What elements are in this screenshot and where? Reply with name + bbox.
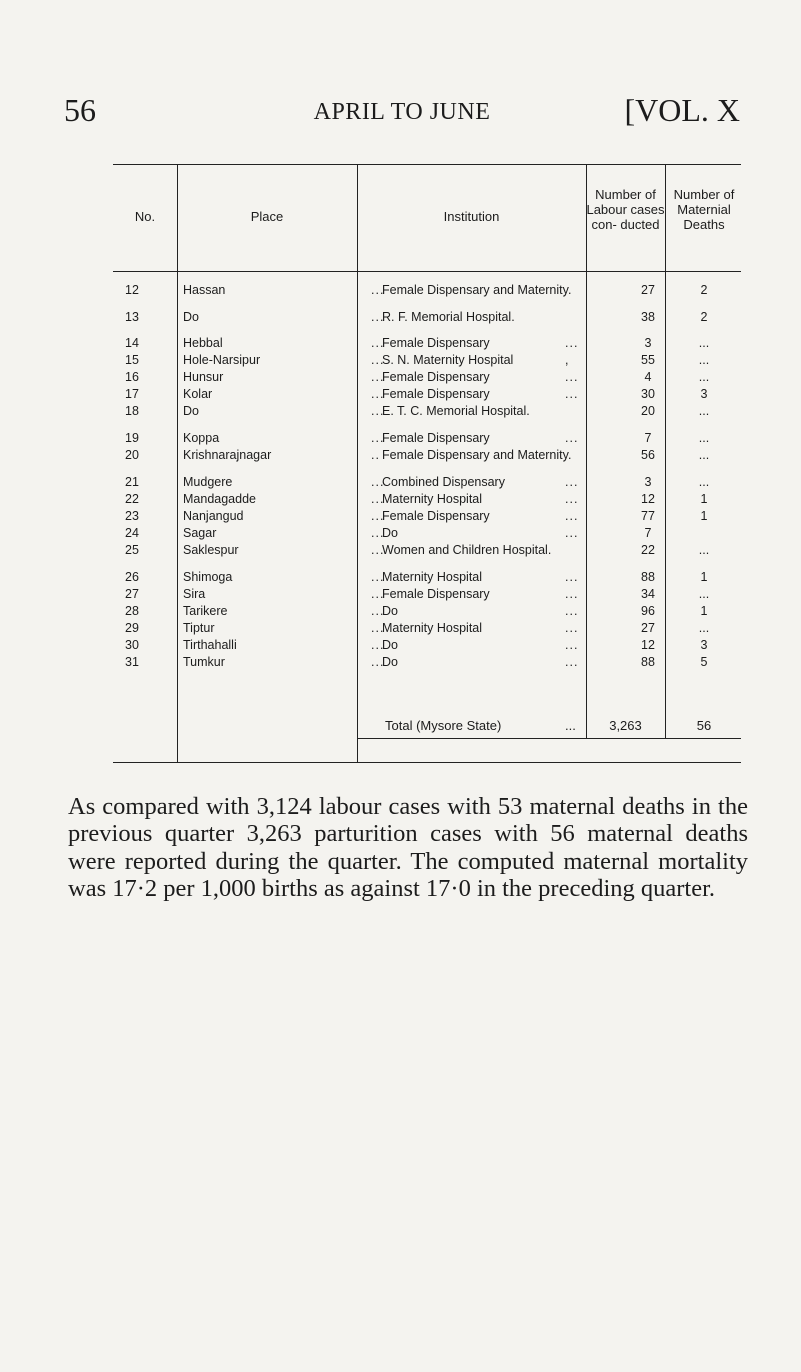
row-number: 22 xyxy=(125,492,139,506)
row-number: 18 xyxy=(125,404,139,418)
col-header-institution: Institution xyxy=(443,209,500,224)
row-number: 26 xyxy=(125,570,139,584)
row-place-dots: ... xyxy=(371,587,385,601)
row-institution: Combined Dispensary xyxy=(382,475,505,489)
row-institution: S. N. Maternity Hospital xyxy=(382,353,514,367)
row-labour-cases: 20 xyxy=(641,404,655,418)
row-number: 24 xyxy=(125,526,139,540)
row-labour-cases: 77 xyxy=(641,509,655,523)
row-labour-cases: 88 xyxy=(641,570,655,584)
total-label: Total (Mysore State) xyxy=(385,718,502,733)
col-header-deaths: Number of Maternial Deaths xyxy=(673,187,735,232)
row-place-dots: ... xyxy=(371,353,385,367)
row-number: 31 xyxy=(125,655,139,669)
row-place: Mandagadde xyxy=(183,492,256,506)
header-bottom-rule xyxy=(113,271,741,272)
row-place-dots: ... xyxy=(371,370,385,384)
row-place: Mudgere xyxy=(183,475,233,489)
row-institution-dots: ... xyxy=(565,492,579,506)
row-institution: Do xyxy=(382,638,398,652)
row-labour-cases: 27 xyxy=(641,283,655,297)
row-institution: Female Dispensary xyxy=(382,509,490,523)
row-institution: Maternity Hospital xyxy=(382,570,483,584)
summary-paragraph: As compared with 3,124 labour cases with 53 maternal deaths in the previous quarter 3,263 parturition cases with 56 maternal deaths were reported during the quarter. The computed maternal mortality was 17·2 per 1,000 births as against 17·0 in the preceding quarter. xyxy=(68,792,748,902)
row-place: Koppa xyxy=(183,431,220,445)
row-number: 13 xyxy=(125,310,139,324)
row-maternal-deaths: ... xyxy=(698,370,710,384)
row-labour-cases: 34 xyxy=(641,587,655,601)
row-maternal-deaths: ... xyxy=(698,431,710,445)
row-place-dots: ... xyxy=(371,526,385,540)
row-labour-cases: 3 xyxy=(644,336,652,350)
row-institution-dots: ... xyxy=(565,475,579,489)
row-maternal-deaths: 2 xyxy=(700,283,708,297)
row-number: 23 xyxy=(125,509,139,523)
row-place: Krishnarajnagar xyxy=(183,448,272,462)
row-place: Tiptur xyxy=(183,621,215,635)
row-institution-dots: ... xyxy=(565,587,579,601)
row-number: 12 xyxy=(125,283,139,297)
page-number: 56 xyxy=(64,92,96,128)
row-place-dots: ... xyxy=(371,570,385,584)
row-institution-dots: ... xyxy=(565,370,579,384)
row-maternal-deaths: ... xyxy=(698,404,710,418)
row-number: 19 xyxy=(125,431,139,445)
row-place-dots: ... xyxy=(371,387,385,401)
row-institution-dots: ... xyxy=(565,570,579,584)
row-place: Hebbal xyxy=(183,336,223,350)
row-labour-cases: 56 xyxy=(641,448,655,462)
row-labour-cases: 4 xyxy=(644,370,652,384)
row-labour-cases: 38 xyxy=(641,310,655,324)
col-header-no: No. xyxy=(134,209,156,224)
col-divider-place xyxy=(177,164,178,762)
row-place: Hunsur xyxy=(183,370,224,384)
row-institution: Female Dispensary xyxy=(382,336,490,350)
row-institution: Female Dispensary xyxy=(382,431,490,445)
row-institution: Do xyxy=(382,655,398,669)
row-number: 28 xyxy=(125,604,139,618)
row-labour-cases: 96 xyxy=(641,604,655,618)
row-institution-dots: ... xyxy=(565,509,579,523)
row-institution: Maternity Hospital xyxy=(382,492,483,506)
row-place-dots: ... xyxy=(371,543,385,557)
row-institution: E. T. C. Memorial Hospital. xyxy=(382,404,530,418)
col-header-place: Place xyxy=(250,209,284,224)
table-bottom-rule xyxy=(113,762,741,763)
row-labour-cases: 22 xyxy=(641,543,655,557)
row-place-dots: ... xyxy=(371,431,385,445)
row-maternal-deaths: 1 xyxy=(700,492,708,506)
row-place: Do xyxy=(183,310,199,324)
row-labour-cases: 12 xyxy=(641,638,655,652)
row-labour-cases: 30 xyxy=(641,387,655,401)
row-number: 15 xyxy=(125,353,139,367)
row-institution-dots: ... xyxy=(565,604,579,618)
row-maternal-deaths: ... xyxy=(698,543,710,557)
row-place-dots: ... xyxy=(371,509,385,523)
total-dots: ... xyxy=(565,718,576,733)
row-place: Tumkur xyxy=(183,655,225,669)
row-place: Tirthahalli xyxy=(183,638,237,652)
row-place: Saklespur xyxy=(183,543,239,557)
col-divider-institution xyxy=(357,164,358,762)
row-place-dots: ... xyxy=(371,404,385,418)
row-place-dots: ... xyxy=(371,638,385,652)
row-institution-dots: ... xyxy=(565,638,579,652)
row-number: 30 xyxy=(125,638,139,652)
row-institution: Female Dispensary xyxy=(382,370,490,384)
row-place-dots: ... xyxy=(371,283,385,297)
row-place-dots: ... xyxy=(371,310,385,324)
row-place-dots: ... xyxy=(371,621,385,635)
row-institution-dots: ... xyxy=(565,431,579,445)
row-place: Sira xyxy=(183,587,206,601)
row-maternal-deaths: ... xyxy=(698,475,710,489)
row-maternal-deaths: 1 xyxy=(700,509,708,523)
row-institution-dots: ... xyxy=(565,387,579,401)
row-maternal-deaths: ... xyxy=(698,621,710,635)
row-institution: Female Dispensary xyxy=(382,587,490,601)
running-title: APRIL TO JUNE xyxy=(313,99,491,125)
row-labour-cases: 7 xyxy=(644,526,652,540)
row-number: 21 xyxy=(125,475,139,489)
row-maternal-deaths: ... xyxy=(698,587,710,601)
row-institution-dots: ... xyxy=(565,655,579,669)
row-institution: R. F. Memorial Hospital. xyxy=(382,310,515,324)
row-number: 17 xyxy=(125,387,139,401)
row-institution: Female Dispensary and Maternity. xyxy=(382,448,572,462)
row-labour-cases: 3 xyxy=(644,475,652,489)
row-number: 16 xyxy=(125,370,139,384)
row-place-dots: ... xyxy=(371,492,385,506)
row-maternal-deaths: 1 xyxy=(700,570,708,584)
row-number: 14 xyxy=(125,336,139,350)
row-maternal-deaths: ... xyxy=(698,353,710,367)
page-header xyxy=(64,92,740,136)
row-labour-cases: 88 xyxy=(641,655,655,669)
row-institution: Maternity Hospital xyxy=(382,621,483,635)
row-maternal-deaths: 5 xyxy=(700,655,708,669)
table-top-rule xyxy=(113,164,741,165)
row-institution: Do xyxy=(382,604,398,618)
row-place-dots: ... xyxy=(371,604,385,618)
total-rule xyxy=(358,738,741,739)
row-institution-dots: ... xyxy=(565,526,579,540)
row-number: 29 xyxy=(125,621,139,635)
row-maternal-deaths: 3 xyxy=(700,387,708,401)
row-place-dots: ... xyxy=(371,655,385,669)
row-maternal-deaths: ... xyxy=(698,448,710,462)
row-place-dots: ... xyxy=(371,336,385,350)
row-institution-dots: ... xyxy=(565,336,579,350)
total-labour: 3,263 xyxy=(609,718,642,733)
row-maternal-deaths: 3 xyxy=(700,638,708,652)
row-place: Nanjangud xyxy=(183,509,244,523)
row-labour-cases: 7 xyxy=(644,431,652,445)
row-maternal-deaths: 1 xyxy=(700,604,708,618)
total-deaths: 56 xyxy=(696,718,712,733)
row-institution-dots: , xyxy=(565,353,570,367)
row-maternal-deaths: ... xyxy=(698,336,710,350)
row-number: 27 xyxy=(125,587,139,601)
row-institution: Female Dispensary and Maternity. xyxy=(382,283,572,297)
maternity-table xyxy=(113,164,741,762)
row-number: 25 xyxy=(125,543,139,557)
row-place-dots: .. xyxy=(371,448,380,462)
row-place: Hassan xyxy=(183,283,226,297)
row-place: Sagar xyxy=(183,526,217,540)
row-labour-cases: 12 xyxy=(641,492,655,506)
col-header-labour: Number of Labour cases con- ducted xyxy=(586,187,665,232)
row-labour-cases: 27 xyxy=(641,621,655,635)
volume-label: [VOL. X xyxy=(624,92,740,128)
row-maternal-deaths: 2 xyxy=(700,310,708,324)
row-institution: Do xyxy=(382,526,398,540)
row-number: 20 xyxy=(125,448,139,462)
row-place-dots: ... xyxy=(371,475,385,489)
row-institution: Women and Children Hospital. xyxy=(382,543,552,557)
row-place: Hole-Narsipur xyxy=(183,353,261,367)
row-place: Kolar xyxy=(183,387,213,401)
row-institution-dots: ... xyxy=(565,621,579,635)
row-labour-cases: 55 xyxy=(641,353,655,367)
row-institution: Female Dispensary xyxy=(382,387,490,401)
row-place: Tarikere xyxy=(183,604,228,618)
row-place: Shimoga xyxy=(183,570,233,584)
row-place: Do xyxy=(183,404,199,418)
